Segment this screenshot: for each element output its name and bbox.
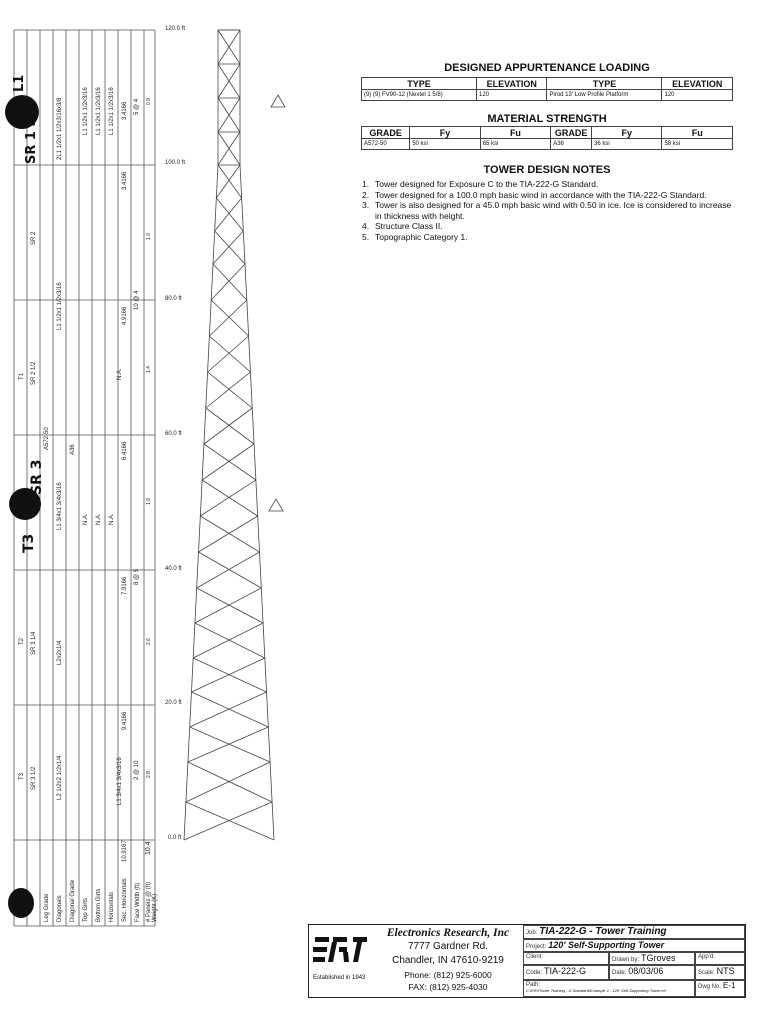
sec-horizontal-value: L1 3/4x1 3/4x3/16 [117, 757, 123, 805]
col-header: Fu [662, 127, 733, 139]
table-row [362, 90, 733, 101]
col-header: Fu [480, 127, 550, 139]
panels-value: 2 @ 10 [134, 760, 140, 780]
sec-horizontal-value: N.A. [117, 368, 123, 380]
diagonal-grade-value: A36 [70, 444, 76, 455]
tower-member [206, 408, 254, 444]
col-header: Fy [410, 127, 480, 139]
panels-value: 8 @ 5 [134, 568, 140, 585]
weight-value: 2.8 [146, 771, 152, 778]
tower-member [195, 588, 261, 623]
row-label-horizontals: Horizontals [109, 891, 115, 922]
company-name: Electronics Research, Inc [386, 927, 510, 939]
elevation-label: 0.0 ft [168, 835, 182, 841]
col-header: ELEVATION [477, 78, 547, 90]
handwritten-note: L1 [12, 74, 27, 92]
bottom-girt-value: L1 1/2x1 1/2x3/16 [96, 87, 102, 135]
tower-member [200, 480, 256, 516]
tower-member [218, 165, 242, 198]
company-city: Chandler, IN 47610-9219 [392, 955, 504, 966]
approved-cell: App'd: [695, 952, 745, 965]
elevation-label: 40.0 ft [165, 566, 182, 572]
col-header: GRADE [551, 127, 592, 139]
table-cell: 50 ksi [410, 139, 480, 150]
bottom-girt-value: N.A. [96, 513, 102, 525]
face-width-value: 6.4166 [122, 441, 128, 460]
face-width-value: 10.9167 [122, 840, 128, 862]
horizontal-value: L1 1/2x1 1/2x3/16 [109, 87, 115, 135]
table-row [362, 139, 733, 150]
row-label-leg-grade: Leg Grade [44, 893, 50, 922]
leg-size: SR 2 [31, 231, 37, 245]
row-label-sec-horizontals: Sec. Horizontals [122, 878, 128, 922]
project-cell: Project: 120' Self-Supporting Tower [523, 939, 745, 952]
tower-member [208, 336, 249, 372]
face-width-value: 3.4166 [122, 171, 128, 190]
leg-size: SR 3 1/4 [31, 631, 37, 655]
tower-member [186, 762, 270, 802]
company-phone: Phone: (812) 925-6000 [404, 970, 492, 980]
elevation-label: 100.0 ft [165, 160, 186, 166]
section-id: T1 [19, 372, 25, 380]
notes-list [362, 179, 732, 242]
tower-member [200, 516, 259, 552]
tower-member [215, 198, 242, 231]
panels-value: 5 @ 4 [134, 98, 140, 115]
tower-member [184, 165, 218, 840]
diagonal-size: L1 3/4x1 3/4x3/16 [57, 482, 63, 530]
tower-member [206, 372, 251, 408]
note-item: 1. Tower designed for Exposure C to the TIA-222-G Standard. [362, 179, 599, 189]
elevation-label: 20.0 ft [165, 700, 182, 706]
tower-member [216, 165, 240, 198]
table-cell: Pirod 13' Low Profile Platform [547, 90, 662, 101]
appurtenance-marker-icon [268, 498, 284, 512]
table-cell: 120 [477, 90, 547, 101]
diagonal-size: L1 1/2x1 1/2x3/16 [57, 282, 63, 330]
weight-value: 0.9 [146, 98, 152, 105]
handwritten-note: SR 1 3/4 [24, 103, 39, 164]
company-address: 7777 Gardner Rd. [407, 941, 489, 952]
company-logo [313, 931, 373, 971]
table-cell: A572-50 [362, 139, 410, 150]
scale-cell: Scale: NTS [695, 965, 745, 980]
tower-member [199, 552, 262, 588]
col-header: GRADE [362, 127, 410, 139]
drawn-by-cell: Drawn by: TGroves [609, 952, 695, 965]
tower-member [204, 444, 256, 480]
section-id: T2 [19, 637, 25, 645]
tower-member [186, 802, 274, 840]
col-header: ELEVATION [662, 78, 733, 90]
appurtenance-title: DESIGNED APPURTENANCE LOADING [444, 62, 650, 74]
tower-member [209, 336, 250, 372]
path-cell: Path: C:\ERI\Tower Training - G Standard\Example 1 - 120' Self-Supporting Tower.eri [523, 980, 695, 997]
tower-member [193, 658, 266, 692]
tower-member [211, 264, 245, 300]
tower-member [202, 444, 254, 480]
elevation-label: 60.0 ft [165, 431, 182, 437]
col-header: TYPE [547, 78, 662, 90]
leg-size: SR 2 1/2 [31, 361, 37, 385]
appurtenance-table [361, 77, 733, 101]
job-cell: Job: TIA-222-G - Tower Training [523, 925, 745, 939]
tower-member [190, 727, 270, 762]
tower-member [197, 552, 260, 588]
tower-member [202, 480, 258, 516]
face-width-value: 9.4166 [122, 711, 128, 730]
tower-member [208, 372, 253, 408]
punch-hole [8, 888, 34, 918]
company-fax: FAX: (812) 925-4030 [408, 982, 488, 992]
leg-size: SR 3 1/2 [31, 766, 37, 790]
tower-member [213, 264, 247, 300]
tower-member [204, 408, 252, 444]
date-cell: Date: 08/03/06 [609, 965, 695, 980]
weight-value: 1.4 [146, 366, 152, 373]
tower-member [215, 231, 245, 264]
tower-member [199, 516, 258, 552]
horizontal-value: N.A. [109, 513, 115, 525]
note-item: 3. Tower is also designed for a 45.0 mph basic wind with 0.50 in ice. Ice is considered to increase in thickness with height. [362, 200, 732, 221]
face-width-value: 4.9166 [122, 306, 128, 325]
row-label-diagonals: Diagonals [57, 895, 63, 922]
diagonal-size: L2 1/2x2 1/2x1/4 [57, 755, 63, 800]
client-cell: Client: [523, 952, 609, 965]
weight-value: 1.0 [146, 233, 152, 240]
dwg-no-cell: Dwg No. E-1 [695, 980, 745, 997]
row-label-face-width: Face Width (ft) [135, 882, 141, 922]
tower-elevation [180, 20, 290, 850]
handwritten-note: SR 3 [29, 459, 45, 495]
elevation-label: 120.0 ft [165, 26, 186, 32]
table-cell: A36 [551, 139, 592, 150]
note-item: 4. Structure Class II. [362, 221, 443, 231]
weight-value: 1.9 [146, 498, 152, 505]
tower-member [193, 623, 263, 658]
leg-grade-value: A572-50 [44, 427, 50, 450]
weight-value: 10.4 [145, 841, 152, 855]
note-item: 5. Topographic Category 1. [362, 231, 468, 242]
table-cell: 120 [662, 90, 733, 101]
tower-member [213, 231, 243, 264]
table-cell: 58 ksi [662, 139, 733, 150]
tower-member [191, 692, 268, 727]
tower-member [195, 623, 265, 658]
section-id: T3 [19, 772, 25, 780]
appurtenance-marker-icon [270, 94, 286, 108]
table-cell: 36 ksi [591, 139, 661, 150]
tower-member [188, 727, 268, 762]
note-item: 2. Tower designed for a 100.0 mph basic wind in accordance with the TIA-222-G Standard. [362, 189, 707, 200]
row-label-bottom-girts: Bottom Girts [96, 888, 102, 922]
table-cell: 65 ksi [480, 139, 550, 150]
row-label-diagonal-grade: Diagonal Grade [70, 879, 76, 922]
top-girt-value: L1 1/2x1 1/2x3/16 [83, 87, 89, 135]
top-girt-value: N.A. [83, 513, 89, 525]
tower-member [209, 300, 246, 336]
row-label-top-girts: Top Girts [83, 897, 89, 922]
code-cell: Code: TIA-222-G [523, 965, 609, 980]
col-header: TYPE [362, 78, 477, 90]
row-label-weight: Weight (K) [152, 893, 158, 922]
tower-member [211, 300, 248, 336]
face-width-value: 7.9166 [122, 576, 128, 595]
tower-member [216, 198, 243, 231]
face-width-value: 3.4166 [122, 101, 128, 120]
table-cell: (9) (9) FV90-12 (Nextel 1 5/8) [362, 90, 477, 101]
tower-member [191, 658, 264, 692]
tower-member [188, 762, 272, 802]
notes-title: TOWER DESIGN NOTES [483, 164, 611, 176]
col-header: Fy [591, 127, 661, 139]
diagonal-size: 2L1 1/2x1 1/2x3/16x3/8 [57, 97, 63, 160]
title-block [308, 924, 746, 998]
row-label-panels: # Panels @ (ft) [146, 881, 152, 922]
handwritten-note: T3 [21, 533, 37, 553]
tower-member [190, 692, 267, 727]
tower-member [184, 802, 272, 840]
tower-member [197, 588, 263, 623]
established-text: Established in 1943 [313, 975, 366, 981]
elevation-label: 80.0 ft [165, 296, 182, 302]
panels-value: 10 @ 4 [134, 290, 140, 310]
weight-value: 2.6 [146, 638, 152, 645]
material-table [361, 126, 733, 150]
diagonal-size: L2x2x1/4 [57, 640, 63, 665]
material-title: MATERIAL STRENGTH [487, 113, 607, 125]
